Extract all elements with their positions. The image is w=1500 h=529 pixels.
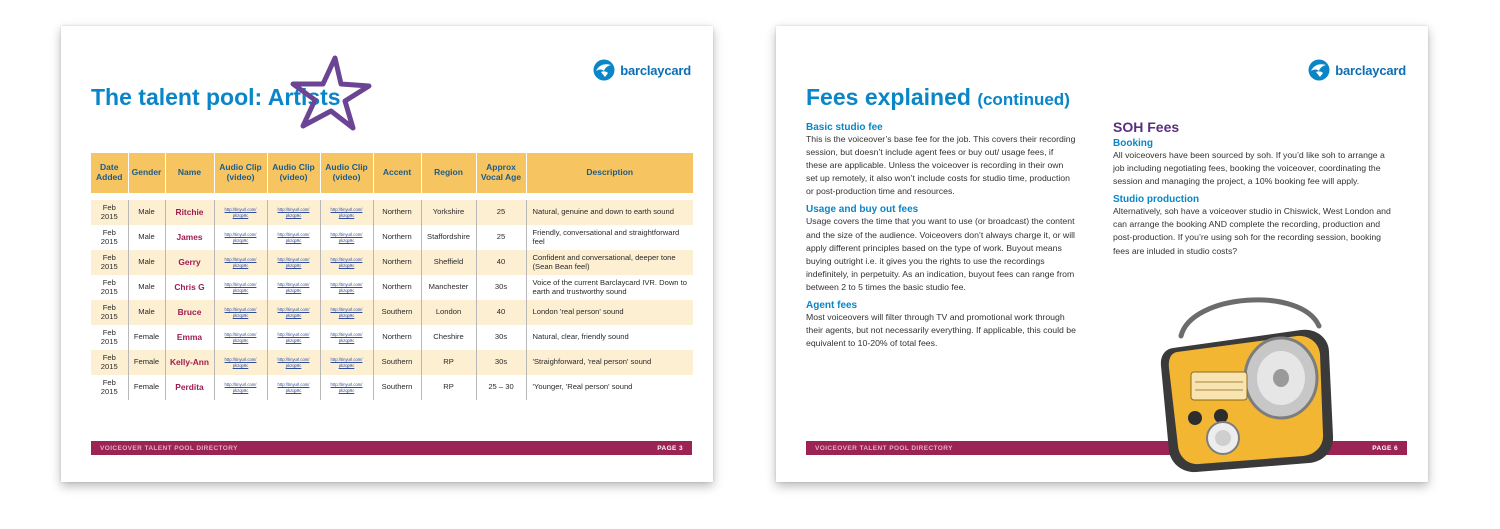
- age-cell: 25: [476, 225, 526, 250]
- age-cell: 30s: [476, 275, 526, 300]
- date-cell: Feb 2015: [100, 277, 118, 296]
- table-row: [91, 275, 693, 300]
- audio-clip-link[interactable]: http://tinyurl.com/ pkzqp9c: [214, 325, 267, 350]
- age-cell: 40: [476, 250, 526, 275]
- age-cell: 40: [476, 300, 526, 325]
- column-header: Date Added: [91, 153, 128, 193]
- description-cell: 'Straighforward, 'real person' sound: [526, 350, 693, 375]
- accent-cell: Northern: [373, 200, 421, 225]
- region-cell: Manchester: [421, 275, 476, 300]
- audio-clip-link[interactable]: http://tinyurl.com/ pkzqp9c: [267, 250, 320, 275]
- page-number: PAGE 3: [657, 444, 683, 452]
- column-header: Audio Clip (video): [214, 153, 267, 193]
- table-row: [91, 300, 693, 325]
- page-title-main: Fees explained: [806, 84, 971, 110]
- audio-clip-link[interactable]: http://tinyurl.com/ pkzqp9c: [267, 275, 320, 300]
- footer-directory-label: VOICEOVER TALENT POOL DIRECTORY: [100, 444, 238, 452]
- accent-cell: Northern: [373, 325, 421, 350]
- region-cell: Sheffield: [421, 250, 476, 275]
- section-body: All voiceovers have been sourced by soh. If you’d like soh to arrange a job including negotiating fees, booking the voiceover, coordinating the session and managing the project, a 10% booking fee will apply.: [1113, 150, 1385, 187]
- audio-clip-link[interactable]: http://tinyurl.com/ pkzqp9c: [267, 300, 320, 325]
- barclaycard-logo: [1308, 59, 1406, 81]
- description-cell: London 'real person' sound: [526, 300, 693, 325]
- audio-clip-link[interactable]: http://tinyurl.com/ pkzqp9c: [214, 200, 267, 225]
- barclaycard-eagle-icon: [1308, 59, 1330, 81]
- audio-clip-link[interactable]: http://tinyurl.com/ pkzqp9c: [320, 225, 373, 250]
- barclaycard-eagle-icon: [593, 59, 615, 81]
- name-cell: Chris G: [165, 275, 214, 300]
- name-cell: Emma: [165, 325, 214, 350]
- region-cell: RP: [421, 350, 476, 375]
- accent-cell: Northern: [373, 275, 421, 300]
- date-cell: Feb 2015: [91, 200, 128, 225]
- audio-clip-link[interactable]: http://tinyurl.com/ pkzqp9c: [267, 375, 320, 400]
- footer-directory-label: VOICEOVER TALENT POOL DIRECTORY: [815, 444, 953, 452]
- star-icon: [289, 54, 373, 132]
- gender-cell: Male: [128, 200, 165, 225]
- date-cell: Feb 2015: [91, 350, 128, 375]
- section-heading: Agent fees: [806, 300, 858, 312]
- audio-clip-link[interactable]: http://tinyurl.com/ pkzqp9c: [320, 325, 373, 350]
- gender-cell: Male: [128, 300, 165, 325]
- page-number: PAGE 6: [1372, 444, 1398, 452]
- column-header: Audio Clip (video): [320, 153, 373, 193]
- region-cell: London: [421, 300, 476, 325]
- table-row: [91, 325, 693, 350]
- section-heading: Usage and buy out fees: [806, 204, 919, 216]
- audio-clip-link[interactable]: http://tinyurl.com/ pkzqp9c: [320, 375, 373, 400]
- column-header: Accent: [373, 153, 421, 193]
- audio-clip-link[interactable]: http://tinyurl.com/ pkzqp9c: [320, 200, 373, 225]
- accent-cell: Southern: [373, 375, 421, 400]
- age-cell: 30s: [476, 350, 526, 375]
- page-title: [806, 84, 1070, 111]
- gender-cell: Male: [128, 225, 165, 250]
- table-row: [91, 250, 693, 275]
- section-body: Most voiceovers will filter through TV and promotional work through their agents, but not necessarily everything. If applicable, this could be equivalent to 10-20% of total fees.: [806, 312, 1076, 349]
- page-title: The talent pool: Artists: [91, 84, 341, 110]
- column-header: Name: [165, 153, 214, 193]
- column-header: Region: [421, 153, 476, 193]
- barclaycard-logo: [593, 59, 691, 81]
- page-talent-pool: [61, 26, 713, 482]
- name-cell: Gerry: [165, 250, 214, 275]
- audio-clip-link[interactable]: http://tinyurl.com/ pkzqp9c: [267, 350, 320, 375]
- date-cell: Feb 2015: [100, 327, 118, 346]
- gender-cell: Male: [128, 275, 165, 300]
- audio-clip-link[interactable]: http://tinyurl.com/ pkzqp9c: [214, 350, 267, 375]
- gender-cell: Female: [128, 350, 165, 375]
- name-cell: Kelly-Ann: [165, 350, 214, 375]
- table-row: [91, 375, 693, 400]
- radio-image: [1151, 286, 1341, 474]
- name-cell: Perdita: [165, 375, 214, 400]
- age-cell: 25: [476, 200, 526, 225]
- audio-clip-link[interactable]: http://tinyurl.com/ pkzqp9c: [320, 275, 373, 300]
- audio-clip-link[interactable]: http://tinyurl.com/ pkzqp9c: [320, 300, 373, 325]
- soh-fees-heading: SOH Fees: [1113, 119, 1180, 135]
- name-cell: Bruce: [165, 300, 214, 325]
- region-cell: Staffordshire: [421, 225, 476, 250]
- accent-cell: Southern: [373, 350, 421, 375]
- logo-text: barclaycard: [620, 62, 691, 78]
- audio-clip-link[interactable]: http://tinyurl.com/ pkzqp9c: [214, 275, 267, 300]
- table-row: [91, 225, 693, 250]
- description-cell: Friendly, conversational and straightforward feel: [526, 225, 693, 250]
- region-cell: RP: [421, 375, 476, 400]
- table-header-row: [91, 153, 693, 193]
- soh-fees-column: [1113, 119, 1391, 264]
- section-body: Usage covers the time that you want to use (or broadcast) the content and the size of the audience. Voiceovers don’t always charge it, or will apply different principles based on the type of work. Buyout means buying outright i.e. it gives you the rights to use the recordings indefinitely, in perpetuity. As an indication, buyout fees can range from between 2 to 5 times the basic studio fee.: [806, 216, 1075, 292]
- gender-cell: Female: [128, 325, 165, 350]
- column-header: Gender: [128, 153, 165, 193]
- audio-clip-link[interactable]: http://tinyurl.com/ pkzqp9c: [320, 350, 373, 375]
- accent-cell: Northern: [373, 250, 421, 275]
- audio-clip-link[interactable]: http://tinyurl.com/ pkzqp9c: [267, 325, 320, 350]
- audio-clip-link[interactable]: http://tinyurl.com/ pkzqp9c: [214, 225, 267, 250]
- page-title-sub: (continued): [977, 90, 1070, 109]
- date-cell: Feb 2015: [100, 377, 118, 396]
- audio-clip-link[interactable]: http://tinyurl.com/ pkzqp9c: [320, 250, 373, 275]
- audio-clip-link[interactable]: http://tinyurl.com/ pkzqp9c: [214, 250, 267, 275]
- table-row: [91, 200, 693, 225]
- name-cell: Ritchie: [165, 200, 214, 225]
- talent-table: [91, 153, 693, 400]
- description-cell: Voice of the current Barclaycard IVR. Down to earth and trustworthy sound: [526, 275, 693, 300]
- section-body: Alternatively, soh have a voiceover studio in Chiswick, West London and can arrange the booking AND complete the recording, production and post-production. If you’re using soh for the recording session, booking fees are inluded in studio costs?: [1113, 206, 1391, 256]
- section-body: This is the voiceover’s base fee for the job. This covers their recording session, but doesn’t include agent fees or buy out/ usage fees, if these are applicable. Unless the voiceover is recording in their own set up remotely, it also won’t include costs for studio time, production or post-production time and resources.: [806, 134, 1076, 197]
- audio-clip-link[interactable]: http://tinyurl.com/ pkzqp9c: [214, 300, 267, 325]
- fees-column-left: [806, 122, 1076, 356]
- name-cell: James: [165, 225, 214, 250]
- region-cell: Cheshire: [421, 325, 476, 350]
- column-header: Audio Clip (video): [267, 153, 320, 193]
- gender-cell: Male: [128, 250, 165, 275]
- gender-cell: Female: [128, 375, 165, 400]
- description-cell: Natural, genuine and down to earth sound: [526, 200, 693, 225]
- accent-cell: Southern: [373, 300, 421, 325]
- section-heading: Studio production: [1113, 194, 1200, 206]
- region-cell: Yorkshire: [421, 200, 476, 225]
- page-fees-explained: [776, 26, 1428, 482]
- date-cell: Feb 2015: [91, 250, 128, 275]
- audio-clip-link[interactable]: http://tinyurl.com/ pkzqp9c: [214, 375, 267, 400]
- page-footer: [91, 441, 692, 455]
- description-cell: Natural, clear, friendly sound: [526, 325, 693, 350]
- table-row: [91, 350, 693, 375]
- description-cell: Confident and conversational, deeper tone (Sean Bean feel): [526, 250, 693, 275]
- description-cell: 'Younger, 'Real person' sound: [526, 375, 693, 400]
- date-cell: Feb 2015: [91, 300, 128, 325]
- age-cell: 30s: [476, 325, 526, 350]
- audio-clip-link[interactable]: http://tinyurl.com/ pkzqp9c: [267, 200, 320, 225]
- accent-cell: Northern: [373, 225, 421, 250]
- section-heading: Basic studio fee: [806, 122, 883, 133]
- section-heading: Booking: [1113, 138, 1153, 149]
- column-header: Description: [526, 153, 693, 193]
- column-header: Approx Vocal Age: [476, 153, 526, 193]
- date-cell: Feb 2015: [100, 227, 118, 246]
- age-cell: 25 – 30: [476, 375, 526, 400]
- audio-clip-link[interactable]: http://tinyurl.com/ pkzqp9c: [267, 225, 320, 250]
- logo-text: barclaycard: [1335, 62, 1406, 78]
